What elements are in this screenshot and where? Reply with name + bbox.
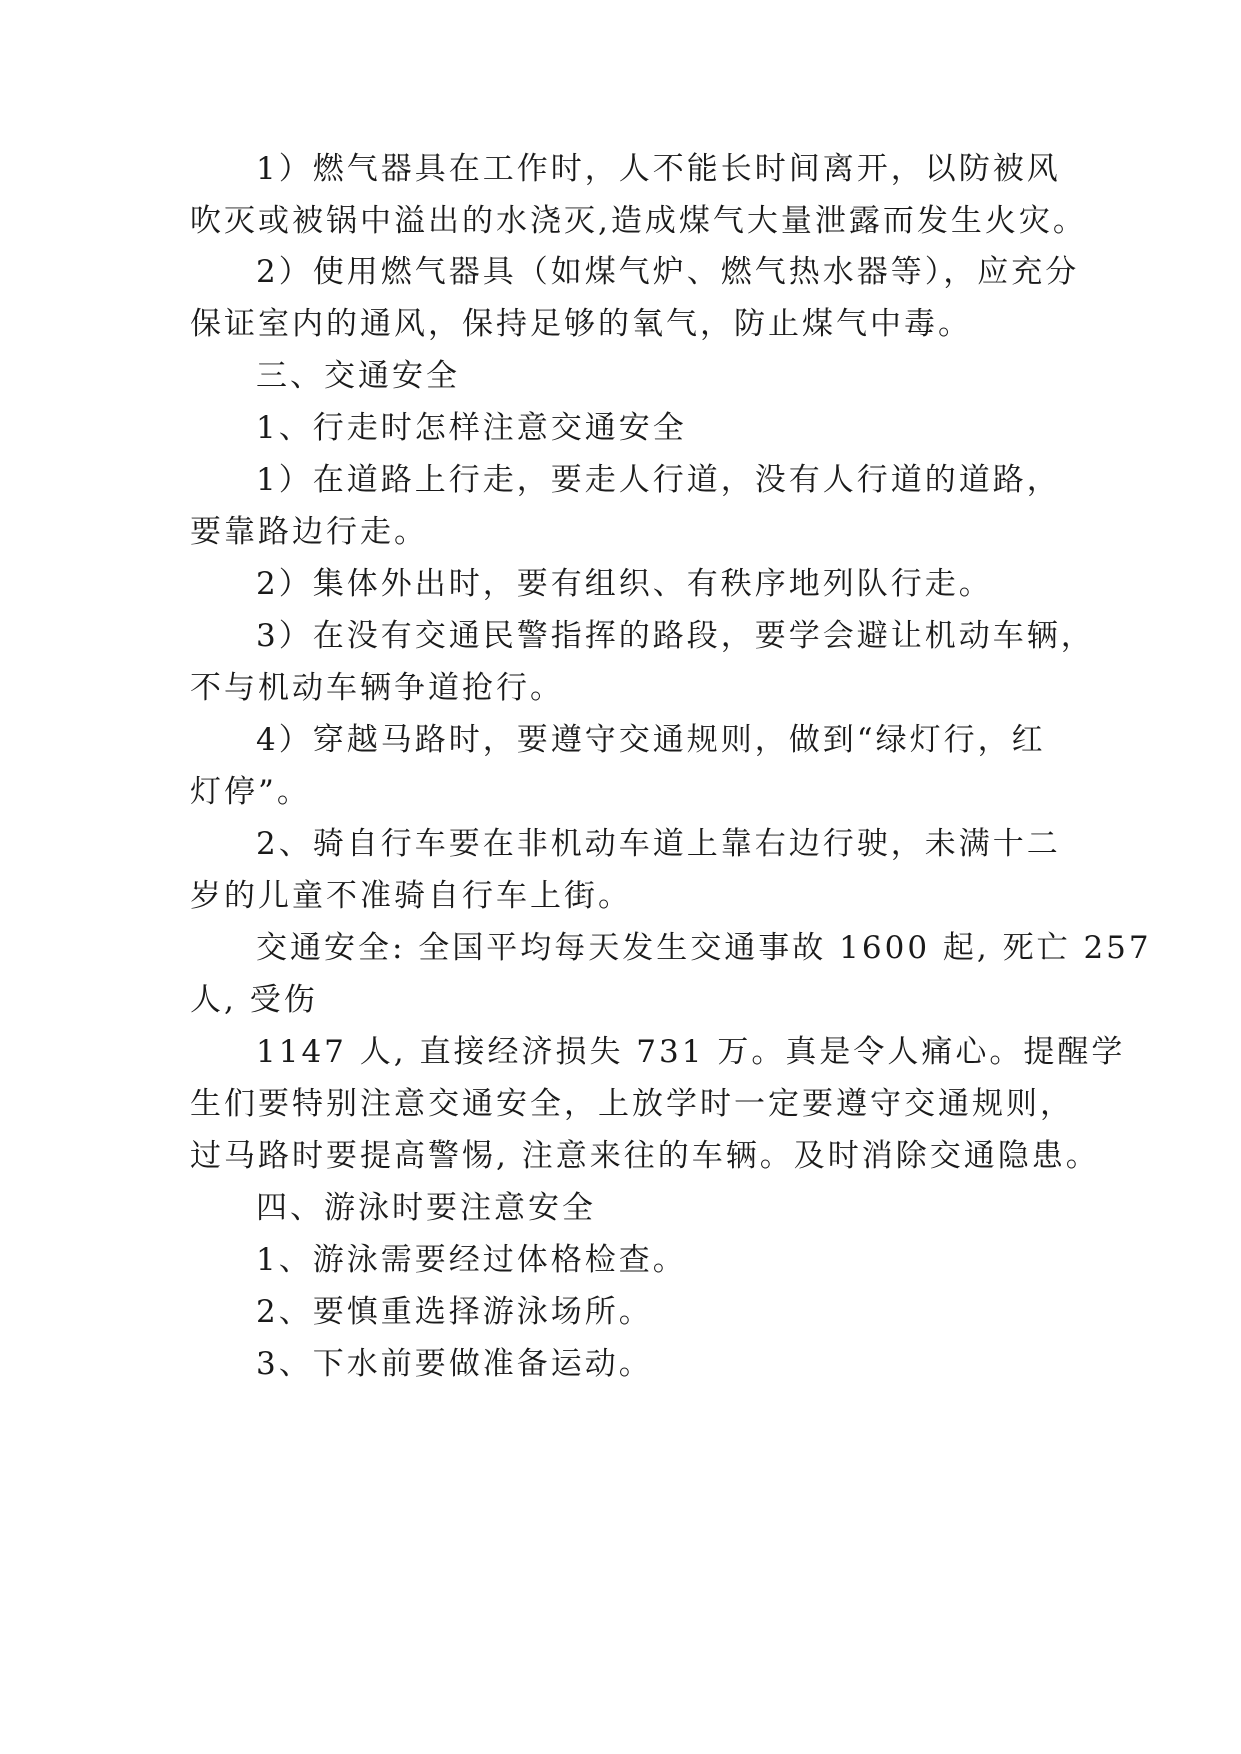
paragraph-line: 1147 人, 直接经济损失 731 万。真是令人痛心。提醒学 — [256, 1034, 1126, 1070]
paragraph-line: 交通安全: 全国平均每天发生交通事故 1600 起, 死亡 257 — [256, 930, 1152, 966]
paragraph-line: 吹灭或被锅中溢出的水浇灭,造成煤气大量泄露而发生火灾。 — [190, 203, 1087, 239]
paragraph-line: 保证室内的通风，保持足够的氧气，防止煤气中毒。 — [190, 306, 972, 342]
list-item: 1、游泳需要经过体格检查。 — [256, 1242, 687, 1278]
paragraph-line: 生们要特别注意交通安全，上放学时一定要遵守交通规则， — [190, 1086, 1074, 1122]
paragraph-line: 灯停”。 — [190, 774, 311, 810]
paragraph-line: 1）燃气器具在工作时，人不能长时间离开，以防被风 — [256, 151, 1061, 187]
list-item: 3、下水前要做准备运动。 — [256, 1346, 653, 1382]
paragraph-line: 人, 受伤 — [190, 982, 318, 1018]
paragraph-line: 2）使用燃气器具（如煤气炉、燃气热水器等），应充分 — [256, 254, 1080, 290]
paragraph-line: 不与机动车辆争道抢行。 — [190, 670, 564, 706]
paragraph-line: 2）集体外出时，要有组织、有秩序地列队行走。 — [256, 566, 993, 602]
paragraph-line: 3）在没有交通民警指挥的路段，要学会避让机动车辆， — [256, 618, 1095, 654]
paragraph-line: 过马路时要提高警惕, 注意来往的车辆。及时消除交通隐患。 — [190, 1138, 1100, 1174]
section-heading: 三、交通安全 — [256, 358, 460, 394]
paragraph-line: 要靠路边行走。 — [190, 514, 428, 550]
list-item: 2、要慎重选择游泳场所。 — [256, 1294, 653, 1330]
paragraph-line: 1）在道路上行走，要走人行道，没有人行道的道路， — [256, 462, 1061, 498]
section-heading: 四、游泳时要注意安全 — [256, 1190, 596, 1226]
subsection-heading: 1、行走时怎样注意交通安全 — [256, 410, 687, 446]
paragraph-line: 4）穿越马路时，要遵守交通规则，做到“绿灯行，红 — [256, 722, 1046, 758]
paragraph-line: 2、骑自行车要在非机动车道上靠右边行驶，未满十二 — [256, 826, 1061, 862]
paragraph-line: 岁的儿童不准骑自行车上街。 — [190, 878, 632, 914]
